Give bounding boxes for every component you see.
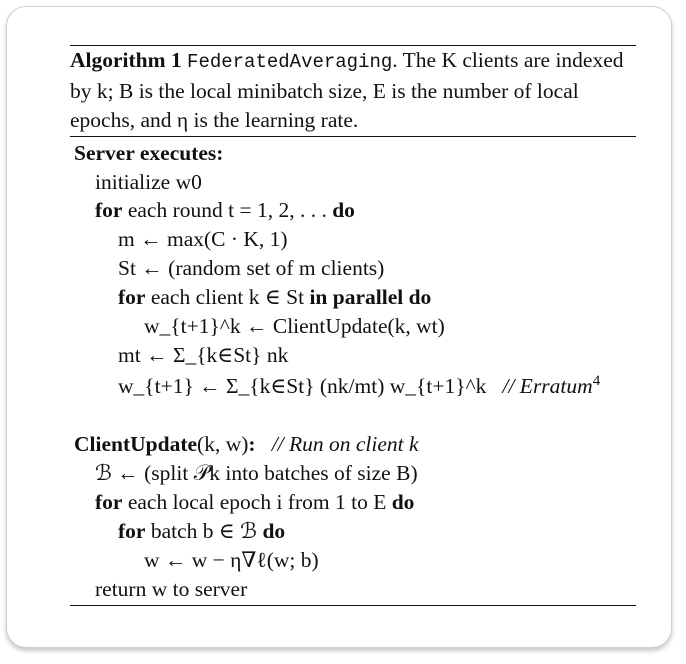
client-update-name: ClientUpdate <box>74 432 198 456</box>
round-loop-line <box>95 196 355 224</box>
client-update-call-text: w_{t+1}^k ← ClientUpdate(k, wt) <box>144 314 445 338</box>
st-line <box>118 254 384 282</box>
erratum-comment: // Erratum <box>502 374 593 398</box>
batch-loop-line <box>118 517 285 545</box>
return-text: return w to server <box>95 577 248 601</box>
epoch-loop-text: each local epoch i from 1 to E <box>127 490 387 514</box>
st-line-text: St ← (random set of m clients) <box>118 256 385 280</box>
for-keyword: for <box>118 285 146 309</box>
client-update-args: (k, w) <box>197 432 249 456</box>
caption-rule <box>70 136 636 137</box>
m-line <box>118 225 288 253</box>
init-text: initialize w0 <box>95 170 202 194</box>
do-keyword: do <box>332 198 355 222</box>
aggregate-text: w_{t+1} ← Σ_{k∈St} (nk/mt) w_{t+1}^k <box>118 374 487 398</box>
split-line <box>95 459 418 487</box>
caption-label: Algorithm 1 <box>70 48 182 72</box>
round-loop-text: each round t = 1, 2, . . . <box>127 198 327 222</box>
batch-loop-text: batch b ∈ ℬ <box>150 519 258 543</box>
mt-line-text: mt ← Σ_{k∈St} nk <box>118 343 289 367</box>
epoch-loop-line <box>95 488 414 516</box>
mt-line <box>118 341 288 369</box>
do-keyword: do <box>391 490 415 514</box>
client-loop-text: each client k ∈ St <box>150 285 305 309</box>
init-line <box>95 168 202 196</box>
server-header <box>74 139 223 167</box>
parallel-keyword: in parallel do <box>309 285 432 309</box>
split-line-text: ℬ ← (split 𝒫k into batches of size B) <box>95 461 418 485</box>
caption-description: . The K clients are indexed by k; B is the local minibatch size, E is the number of local epochs, and η is the learning rate. <box>70 48 624 132</box>
for-keyword: for <box>118 519 146 543</box>
run-on-client-comment: // Run on client k <box>271 432 419 456</box>
for-keyword: for <box>95 198 123 222</box>
bottom-rule <box>70 605 636 606</box>
gradient-step-text: w ← w − η∇ℓ(w; b) <box>144 548 319 572</box>
aggregate-line <box>118 372 600 400</box>
client-update-colon: : <box>248 432 256 456</box>
m-line-text: m ← max(C · K, 1) <box>118 227 288 251</box>
footnote-marker: 4 <box>592 372 601 389</box>
algorithm-caption <box>70 46 638 135</box>
for-keyword: for <box>95 490 123 514</box>
do-keyword: do <box>262 519 286 543</box>
client-update-call-line <box>144 312 445 340</box>
client-update-header <box>74 430 419 458</box>
server-header-text: Server executes: <box>74 141 224 165</box>
caption-algorithm-name: FederatedAveraging <box>187 51 393 73</box>
client-loop-line <box>118 283 431 311</box>
return-line <box>95 575 247 603</box>
gradient-step-line <box>144 546 319 574</box>
